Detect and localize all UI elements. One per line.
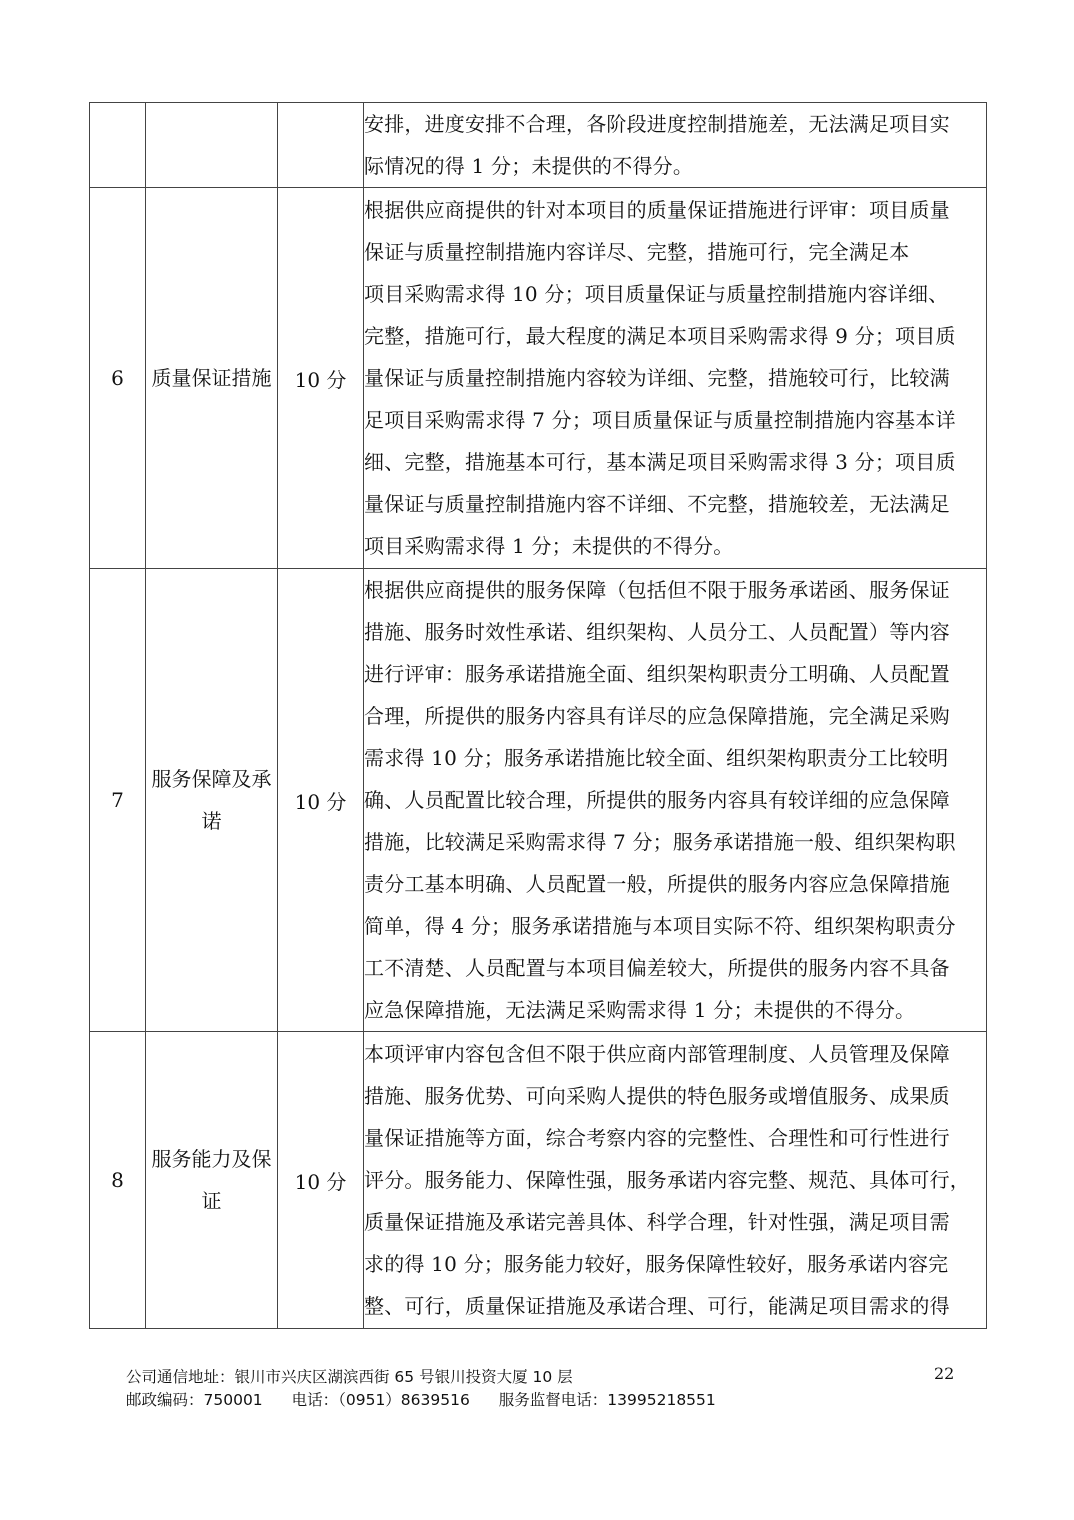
description-line: 合理，所提供的服务内容具有详尽的应急保障措施，完全满足采购 [364, 704, 950, 728]
description-line: 际情况的得 1 分；未提供的不得分。 [364, 154, 694, 178]
row-number: 8 [90, 1032, 146, 1329]
criterion-description [364, 569, 987, 1032]
description-line: 量保证与质量控制措施内容不详细、不完整，措施较差，无法满足 [364, 492, 950, 516]
description-line: 评分。服务能力、保障性强，服务承诺内容完整、规范、具体可行， [364, 1168, 970, 1192]
criterion-description [364, 103, 987, 188]
description-line: 根据供应商提供的针对本项目的质量保证措施进行评审：项目质量 [364, 198, 950, 222]
description-line: 求的得 10 分；服务能力较好，服务保障性较好，服务承诺内容完 [364, 1252, 949, 1276]
criterion-name: 服务保障及承诺 [146, 569, 278, 1032]
description-line: 质量保证措施及承诺完善具体、科学合理，针对性强，满足项目需 [364, 1210, 950, 1234]
description-line: 措施、服务时效性承诺、组织架构、人员分工、人员配置）等内容 [364, 620, 950, 644]
description-line: 保证与质量控制措施内容详尽、完整，措施可行，完全满足本 [364, 240, 910, 264]
description-line: 应急保障措施，无法满足采购需求得 1 分；未提供的不得分。 [364, 998, 916, 1022]
criterion-points: 10 分 [278, 188, 364, 569]
page-footer [126, 1366, 740, 1412]
description-line: 细、完整，措施基本可行，基本满足项目采购需求得 3 分；项目质 [364, 450, 956, 474]
description-line: 措施、服务优势、可向采购人提供的特色服务或增值服务、成果质 [364, 1084, 950, 1108]
postal-code: 邮政编码：750001 [126, 1391, 263, 1409]
description-line: 项目采购需求得 10 分；项目质量保证与质量控制措施内容详细、 [364, 282, 949, 306]
row-number [90, 103, 146, 188]
description-line: 项目采购需求得 1 分；未提供的不得分。 [364, 534, 734, 558]
phone-number: 电话：（0951）8639516 [291, 1391, 470, 1409]
description-line: 措施，比较满足采购需求得 7 分；服务承诺措施一般、组织架构职 [364, 830, 956, 854]
description-line: 简单，得 4 分；服务承诺措施与本项目实际不符、组织架构职责分 [364, 914, 956, 938]
description-line: 量保证与质量控制措施内容较为详细、完整，措施较可行，比较满 [364, 366, 950, 390]
criterion-points [278, 103, 364, 188]
supervision-phone: 服务监督电话：13995218551 [498, 1391, 716, 1409]
description-line: 安排，进度安排不合理，各阶段进度控制措施差，无法满足项目实 [364, 112, 950, 136]
description-line: 工不清楚、人员配置与本项目偏差较大，所提供的服务内容不具备 [364, 956, 950, 980]
description-line: 根据供应商提供的服务保障（包括但不限于服务承诺函、服务保证 [364, 578, 950, 602]
table-row [90, 1032, 987, 1329]
contact-line [126, 1389, 740, 1412]
criterion-name: 质量保证措施 [146, 188, 278, 569]
criterion-description [364, 1032, 987, 1329]
description-line: 确、人员配置比较合理，所提供的服务内容具有较详细的应急保障 [364, 788, 950, 812]
description-line: 进行评审：服务承诺措施全面、组织架构职责分工明确、人员配置 [364, 662, 950, 686]
table-row [90, 103, 987, 188]
description-line: 整、可行，质量保证措施及承诺合理、可行，能满足项目需求的得 [364, 1294, 950, 1318]
table-row [90, 188, 987, 569]
description-line: 责分工基本明确、人员配置一般，所提供的服务内容应急保障措施 [364, 872, 950, 896]
criterion-description [364, 188, 987, 569]
criterion-points: 10 分 [278, 1032, 364, 1329]
page-number: 22 [934, 1364, 955, 1383]
description-line: 本项评审内容包含但不限于供应商内部管理制度、人员管理及保障 [364, 1042, 950, 1066]
description-line: 量保证措施等方面，综合考察内容的完整性、合理性和可行性进行 [364, 1126, 950, 1150]
description-line: 需求得 10 分；服务承诺措施比较全面、组织架构职责分工比较明 [364, 746, 949, 770]
row-number: 7 [90, 569, 146, 1032]
criterion-name: 服务能力及保证 [146, 1032, 278, 1329]
company-address: 公司通信地址：银川市兴庆区湖滨西街 65 号银川投资大厦 10 层 [126, 1368, 573, 1386]
criterion-name [146, 103, 278, 188]
description-line: 完整，措施可行，最大程度的满足本项目采购需求得 9 分；项目质 [364, 324, 956, 348]
description-line: 足项目采购需求得 7 分；项目质量保证与质量控制措施内容基本详 [364, 408, 956, 432]
scoring-table [89, 102, 987, 1329]
criterion-points: 10 分 [278, 569, 364, 1032]
row-number: 6 [90, 188, 146, 569]
table-row [90, 569, 987, 1032]
